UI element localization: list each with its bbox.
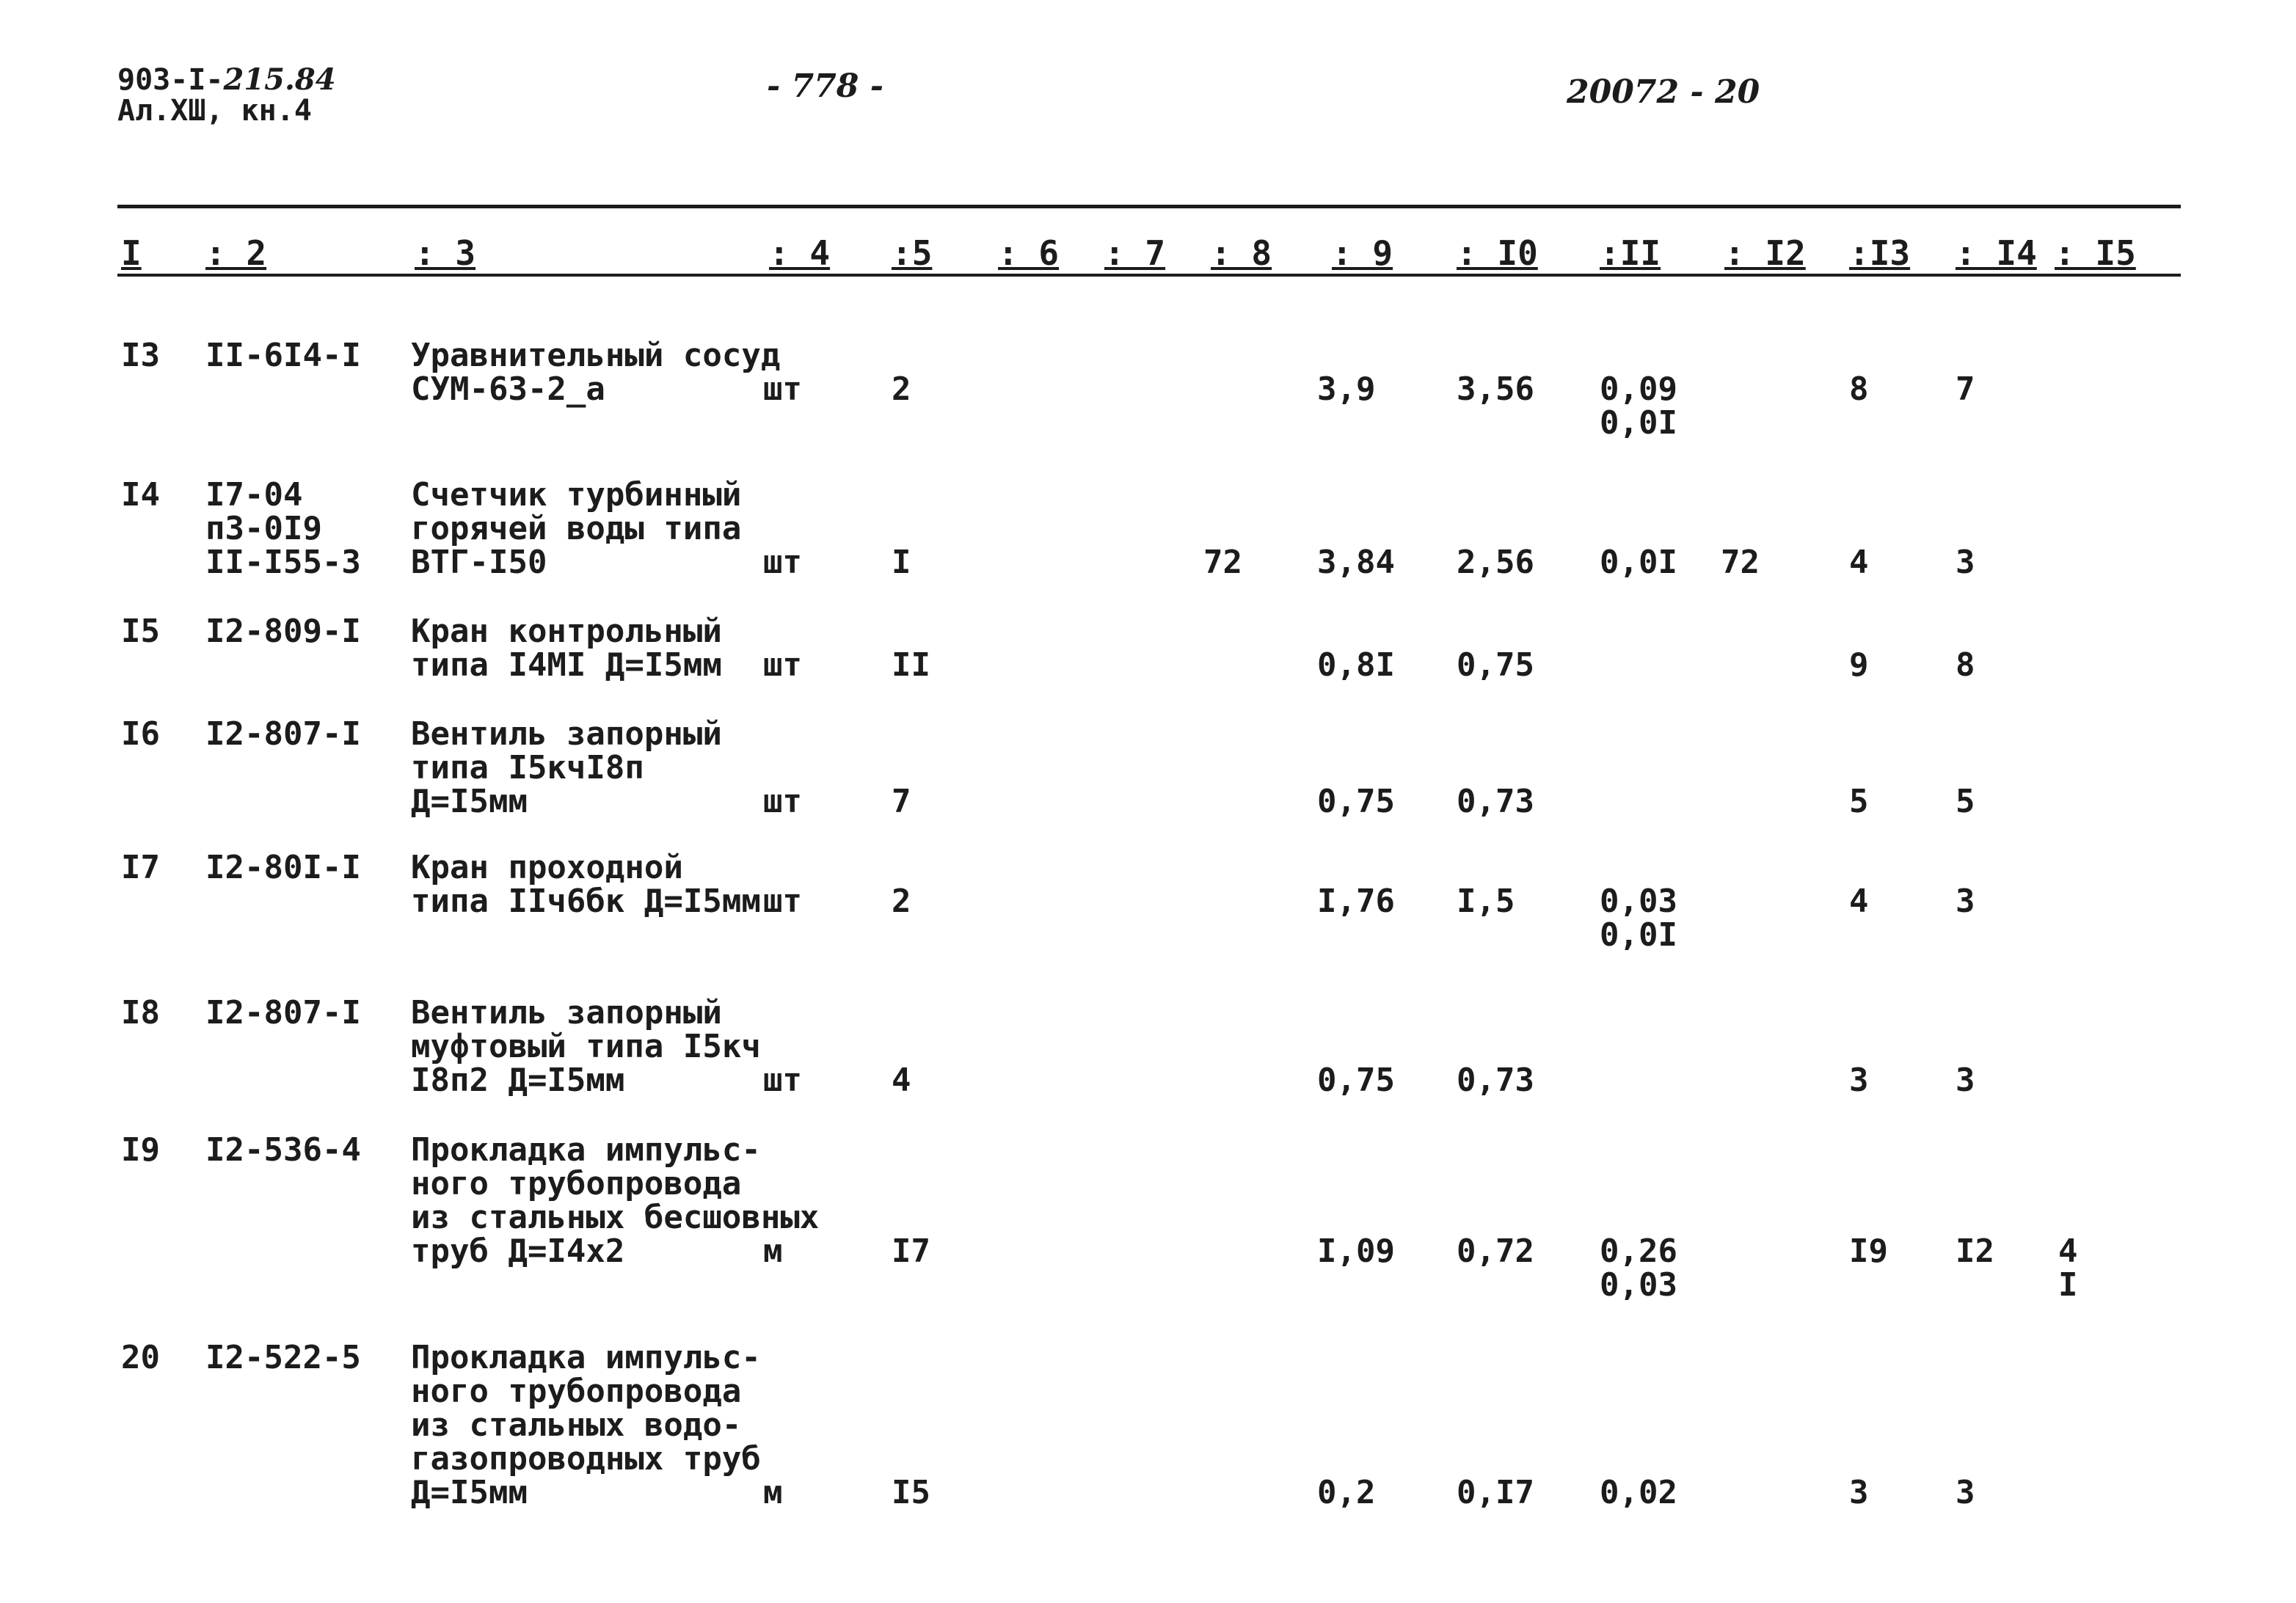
col14-value: 5 <box>1956 783 1975 820</box>
item-name: Кран проходной типа IIч6бк Д=I5мм <box>411 849 761 920</box>
col13-value: 4 <box>1849 544 1869 581</box>
col9-value: 0,2 <box>1317 1474 1376 1511</box>
item-name: Прокладка импульс- ного трубопровода из стальных бесшовных труб Д=I4х2 <box>411 1131 820 1270</box>
item-name: Вентиль запорный муфтовый типа I5кч I8п2 Д=I5мм <box>411 994 761 1099</box>
row-number: I6 <box>121 715 160 753</box>
col9-value: 3,9 <box>1317 370 1376 408</box>
item-name: Счетчик турбинный горячей воды типа ВТГ-I50 <box>411 476 742 581</box>
item-name: Прокладка импульс- ного трубопровода из стальных водо- газопроводных труб Д=I5мм <box>411 1339 761 1511</box>
column-header: :5 <box>892 233 933 273</box>
row-number: I4 <box>121 476 160 514</box>
column-header: :I3 <box>1849 233 1911 273</box>
column-header: I <box>121 233 142 273</box>
unit: м <box>763 1233 783 1270</box>
col9-value: 0,75 <box>1317 1062 1395 1099</box>
col10-value: 0,73 <box>1457 1062 1534 1099</box>
column-header: : I2 <box>1724 233 1806 273</box>
table-header-rule <box>117 274 2181 277</box>
table-top-rule <box>117 205 2181 208</box>
col14-value: 3 <box>1956 1474 1975 1511</box>
col9-value: 3,84 <box>1317 544 1395 581</box>
document-code <box>117 62 336 128</box>
column-header: :II <box>1600 233 1661 273</box>
unit: шт <box>763 646 802 684</box>
price-code: II-6I4-I <box>205 337 361 374</box>
item-name: Кран контрольный типа I4МI Д=I5мм <box>411 613 722 684</box>
column-header: : 3 <box>415 233 476 273</box>
col14-value: 3 <box>1956 1062 1975 1099</box>
quantity: 2 <box>892 883 911 920</box>
column-header: : 7 <box>1104 233 1166 273</box>
column-header: : 4 <box>769 233 831 273</box>
column-header: : 6 <box>998 233 1060 273</box>
col11-value: 0,02 <box>1600 1474 1677 1511</box>
unit: шт <box>763 883 802 920</box>
col9-value: 0,75 <box>1317 783 1395 820</box>
col14-value: 3 <box>1956 883 1975 920</box>
col14-value: 8 <box>1956 646 1975 684</box>
price-code: I2-522-5 <box>205 1339 361 1376</box>
row-number: I7 <box>121 849 160 886</box>
price-code: I2-536-4 <box>205 1131 361 1169</box>
page-number: - 778 - <box>767 67 884 105</box>
document-code-line1 <box>117 62 336 97</box>
quantity: I <box>892 544 911 581</box>
col14-value: 7 <box>1956 370 1975 408</box>
quantity: 7 <box>892 783 911 820</box>
col11-value: 0,03 0,0I <box>1600 883 1677 954</box>
row-number: I3 <box>121 337 160 374</box>
unit: шт <box>763 1062 802 1099</box>
col10-value: I,5 <box>1457 883 1515 920</box>
price-code: I2-80I-I <box>205 849 361 886</box>
col13-value: 3 <box>1849 1474 1869 1511</box>
row-number: I5 <box>121 613 160 650</box>
row-number: I9 <box>121 1131 160 1169</box>
col10-value: 0,75 <box>1457 646 1534 684</box>
col12-value: 72 <box>1721 544 1760 581</box>
col10-value: 2,56 <box>1457 544 1534 581</box>
document-code-line2: Ал.XШ, кн.4 <box>117 94 312 128</box>
row-number: 20 <box>121 1339 160 1376</box>
item-name: Уравнительный сосуд СУМ-63-2_а <box>411 337 781 408</box>
col13-value: 5 <box>1849 783 1869 820</box>
row-number: I8 <box>121 994 160 1031</box>
quantity: 4 <box>892 1062 911 1099</box>
document-code-handwritten: 215.84 <box>223 62 336 97</box>
quantity: II <box>892 646 930 684</box>
column-header: : 9 <box>1332 233 1393 273</box>
col10-value: 3,56 <box>1457 370 1534 408</box>
col10-value: 0,72 <box>1457 1233 1534 1270</box>
column-header: : 2 <box>205 233 267 273</box>
column-header: : I5 <box>2055 233 2136 273</box>
col13-value: 4 <box>1849 883 1869 920</box>
unit: м <box>763 1474 783 1511</box>
column-header: : I4 <box>1956 233 2037 273</box>
price-code: I7-04 п3-0I9 II-I55-3 <box>205 476 361 581</box>
quantity: I5 <box>892 1474 930 1511</box>
col14-value: I2 <box>1956 1233 1994 1270</box>
col13-value: 9 <box>1849 646 1869 684</box>
col14-value: 3 <box>1956 544 1975 581</box>
col11-value: 0,09 0,0I <box>1600 370 1677 442</box>
col10-value: 0,I7 <box>1457 1474 1534 1511</box>
unit: шт <box>763 370 802 408</box>
col8-value: 72 <box>1203 544 1242 581</box>
unit: шт <box>763 544 802 581</box>
column-header: : 8 <box>1211 233 1272 273</box>
document-code-prefix: 903-I- <box>117 63 224 97</box>
col13-value: I9 <box>1849 1233 1888 1270</box>
col11-value: 0,26 0,03 <box>1600 1233 1677 1304</box>
col9-value: 0,8I <box>1317 646 1395 684</box>
quantity: 2 <box>892 370 911 408</box>
document-number: 20072 - 20 <box>1567 73 1760 111</box>
col13-value: 3 <box>1849 1062 1869 1099</box>
quantity: I7 <box>892 1233 930 1270</box>
column-header: : I0 <box>1457 233 1538 273</box>
col13-value: 8 <box>1849 370 1869 408</box>
col11-value: 0,0I <box>1600 544 1677 581</box>
item-name: Вентиль запорный типа I5кчI8п Д=I5мм <box>411 715 722 820</box>
col15-value: 4 I <box>2058 1233 2078 1304</box>
col10-value: 0,73 <box>1457 783 1534 820</box>
price-code: I2-807-I <box>205 715 361 753</box>
price-code: I2-809-I <box>205 613 361 650</box>
col9-value: I,09 <box>1317 1233 1395 1270</box>
col9-value: I,76 <box>1317 883 1395 920</box>
price-code: I2-807-I <box>205 994 361 1031</box>
unit: шт <box>763 783 802 820</box>
